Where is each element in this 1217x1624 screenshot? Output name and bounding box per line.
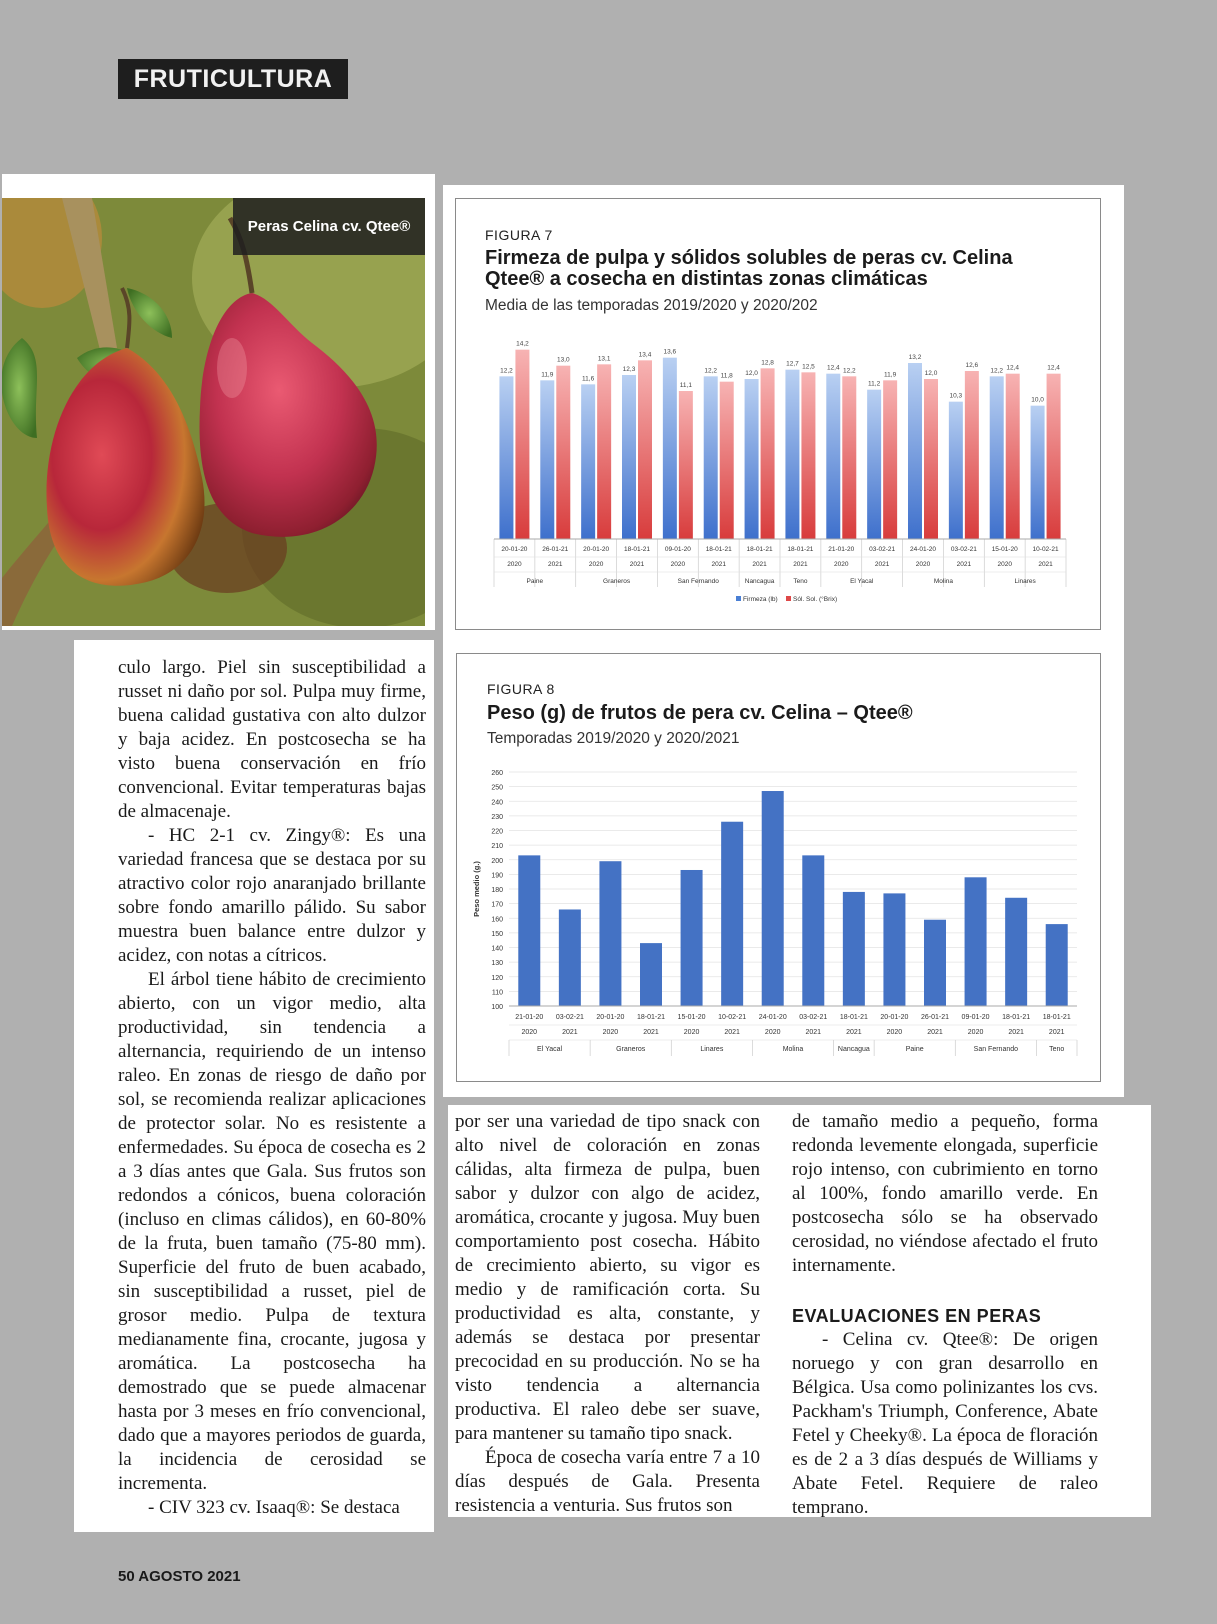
bar-peso bbox=[559, 909, 581, 1006]
x-tick-date: 21-01-20 bbox=[828, 546, 855, 553]
column-1 bbox=[118, 656, 426, 1520]
bar-solidos bbox=[883, 380, 897, 539]
x-tick-date: 20-01-20 bbox=[501, 546, 528, 553]
x-tick-date: 26-01-21 bbox=[542, 546, 569, 553]
x-tick-date: 03-02-21 bbox=[799, 1014, 828, 1021]
bar-solidos bbox=[720, 382, 734, 539]
figure-8 bbox=[456, 653, 1101, 1082]
data-label: 12,2 bbox=[990, 367, 1004, 375]
x-tick-date: 18-01-21 bbox=[787, 546, 814, 553]
photo-caption: Peras Celina cv. Qtee® bbox=[233, 198, 425, 255]
x-tick-date: 26-01-21 bbox=[920, 1014, 950, 1021]
data-label: 12,3 bbox=[622, 366, 636, 373]
data-label: 12,2 bbox=[500, 367, 513, 375]
y-tick-label: 190 bbox=[491, 872, 503, 880]
data-label: 11,8 bbox=[720, 372, 733, 380]
y-tick-label: 180 bbox=[491, 887, 503, 894]
data-label: 11,9 bbox=[884, 371, 897, 379]
bar-firmeza bbox=[867, 390, 881, 539]
data-label: 12,7 bbox=[786, 360, 799, 368]
y-tick-label: 260 bbox=[491, 770, 503, 777]
bar-solidos bbox=[924, 379, 938, 539]
x-tick-date: 20-01-20 bbox=[596, 1014, 625, 1021]
data-label: 12,4 bbox=[1047, 364, 1060, 372]
x-tick-year: 2020 bbox=[997, 561, 1012, 568]
bar-solidos bbox=[597, 364, 611, 539]
bar-peso bbox=[883, 893, 905, 1006]
bar-firmeza bbox=[581, 384, 595, 539]
bar-peso bbox=[843, 892, 865, 1006]
bar-firmeza bbox=[499, 376, 513, 539]
section-tag: FRUTICULTURA bbox=[118, 59, 348, 99]
y-tick-label: 250 bbox=[491, 784, 503, 792]
y-tick-label: 210 bbox=[491, 843, 503, 851]
legend-swatch-solidos bbox=[786, 596, 791, 601]
x-tick-year: 2021 bbox=[629, 561, 645, 568]
bar-solidos bbox=[761, 368, 775, 539]
x-tick-year: 2021 bbox=[927, 1029, 943, 1036]
bar-firmeza bbox=[949, 402, 963, 539]
bar-solidos bbox=[801, 372, 815, 539]
data-label: 12,2 bbox=[704, 367, 718, 375]
x-tick-date: 15-01-20 bbox=[991, 546, 1018, 553]
y-tick-label: 120 bbox=[491, 974, 503, 982]
x-tick-year: 2020 bbox=[886, 1029, 903, 1036]
data-label: 12,5 bbox=[802, 363, 815, 371]
data-label: 12,4 bbox=[1006, 364, 1020, 372]
bar-solidos bbox=[1047, 374, 1061, 539]
col1-paragraph: - HC 2-1 cv. Zingy®: Es una variedad francesa que se destaca por su atractivo color rojo anaranjado brillante sobre fondo amarillo pálido. Su sabor muestra buen balance entre dulzor y acidez, con notas a cítricos. bbox=[118, 825, 426, 966]
x-tick-date: 20-01-20 bbox=[880, 1014, 909, 1021]
bar-peso bbox=[1005, 898, 1027, 1006]
x-tick-date: 18-01-21 bbox=[636, 1014, 666, 1021]
x-tick-year: 2020 bbox=[670, 561, 686, 568]
y-tick-label: 220 bbox=[491, 828, 503, 836]
x-tick-date: 24-01-20 bbox=[909, 546, 937, 553]
figure-7-title-line1: Firmeza de pulpa y sólidos solubles de peras cv. Celina bbox=[485, 247, 1013, 269]
legend-label-solidos: Sól. Sol. (°Brix) bbox=[793, 596, 838, 603]
bar-solidos bbox=[638, 360, 652, 539]
y-tick-label: 140 bbox=[491, 945, 503, 953]
pear-illustration bbox=[2, 198, 425, 626]
x-tick-year: 2021 bbox=[548, 561, 563, 568]
bar-peso bbox=[924, 920, 946, 1006]
x-tick-year: 2021 bbox=[1008, 1029, 1024, 1036]
figure-8-subtitle: Temporadas 2019/2020 y 2020/2021 bbox=[487, 730, 740, 747]
data-label: 13,6 bbox=[663, 348, 677, 356]
x-tick-date: 18-01-21 bbox=[746, 546, 773, 553]
pear-photo bbox=[2, 198, 425, 626]
x-zone-label: Paine bbox=[526, 578, 544, 585]
x-tick-year: 2021 bbox=[711, 561, 726, 568]
x-zone-label: Molina bbox=[933, 578, 954, 585]
x-tick-year: 2021 bbox=[874, 561, 890, 568]
x-tick-year: 2020 bbox=[588, 561, 604, 568]
x-zone-label: Nancagua bbox=[837, 1046, 870, 1053]
x-tick-year: 2020 bbox=[915, 561, 931, 568]
figure-7-label: FIGURA 7 bbox=[485, 227, 553, 243]
data-label: 12,6 bbox=[965, 362, 979, 369]
bar-firmeza bbox=[908, 363, 922, 539]
bar-peso bbox=[762, 791, 784, 1006]
bar-peso bbox=[640, 943, 662, 1006]
legend-swatch-firmeza bbox=[736, 596, 741, 601]
data-label: 12,2 bbox=[842, 367, 856, 375]
data-label: 11,2 bbox=[868, 380, 881, 388]
data-label: 11,1 bbox=[679, 382, 692, 389]
x-tick-year: 2021 bbox=[562, 1029, 578, 1036]
bar-firmeza bbox=[622, 375, 636, 539]
bar-firmeza bbox=[540, 380, 554, 539]
section-heading: EVALUACIONES EN PERAS bbox=[792, 1306, 1042, 1326]
x-tick-date: 21-01-20 bbox=[515, 1014, 544, 1021]
y-tick-label: 240 bbox=[491, 799, 503, 807]
data-label: 10,0 bbox=[1031, 396, 1044, 404]
x-tick-year: 2020 bbox=[967, 1029, 984, 1036]
figure-7-subtitle: Media de las temporadas 2019/2020 y 2020/202 bbox=[485, 297, 818, 314]
y-tick-label: 110 bbox=[491, 989, 503, 997]
x-zone-label: Graneros bbox=[616, 1046, 646, 1053]
y-axis-label: Peso medio (g.) bbox=[472, 861, 481, 917]
x-zone-label: Teno bbox=[793, 578, 808, 585]
page-footer: 50 AGOSTO 2021 bbox=[118, 1568, 241, 1585]
x-tick-date: 24-01-20 bbox=[758, 1014, 787, 1021]
x-zone-label: Linares bbox=[700, 1046, 724, 1053]
x-tick-date: 18-01-21 bbox=[1002, 1014, 1031, 1021]
y-tick-label: 100 bbox=[491, 1004, 503, 1011]
x-tick-year: 2020 bbox=[764, 1029, 781, 1036]
data-label: 13,0 bbox=[556, 356, 570, 364]
x-tick-date: 09-01-20 bbox=[961, 1014, 990, 1021]
bar-peso bbox=[599, 861, 621, 1006]
col1-paragraph: - CIV 323 cv. Isaaq®: Se destaca bbox=[148, 1497, 400, 1518]
data-label: 11,9 bbox=[541, 371, 554, 379]
data-label: 13,2 bbox=[908, 354, 922, 361]
bar-solidos bbox=[842, 376, 856, 539]
bar-firmeza bbox=[704, 376, 718, 539]
bar-firmeza bbox=[745, 379, 759, 539]
x-tick-date: 18-01-21 bbox=[839, 1014, 868, 1021]
data-label: 10,3 bbox=[949, 392, 963, 400]
bar-firmeza bbox=[1031, 406, 1045, 539]
x-zone-label: El Yacal bbox=[537, 1046, 563, 1053]
x-zone-label: Paine bbox=[905, 1046, 924, 1053]
bar-firmeza bbox=[990, 376, 1004, 539]
column-3 bbox=[792, 1110, 1098, 1520]
data-label: 12,0 bbox=[924, 370, 938, 377]
x-tick-date: 09-01-20 bbox=[664, 546, 691, 553]
x-tick-date: 03-02-21 bbox=[869, 546, 896, 553]
data-label: 11,6 bbox=[582, 375, 595, 383]
x-tick-year: 2020 bbox=[834, 561, 849, 568]
bar-solidos bbox=[965, 371, 979, 539]
data-label: 13,1 bbox=[597, 355, 611, 363]
x-tick-year: 2020 bbox=[507, 561, 522, 568]
data-label: 12,0 bbox=[745, 370, 758, 377]
y-tick-label: 150 bbox=[491, 930, 503, 938]
col1-paragraph: El árbol tiene hábito de crecimiento abierto, con un vigor medio, alta productividad, sin tendencia a alternancia, requiriendo de un intenso raleo. En zonas de riesgo de daño por sol, se recomienda realizar aplicaciones de protector solar. No es resistente a enfermedades. Su época de cosecha es 2 a 3 días antes que Gala. Sus frutos son redondos a cónicos, buena coloración (incluso en climas cálidos), en 60-80% de la fruta, buen tamaño (75-80 mm). Superficie del fruto de buen acabado, sin susceptibilidad a russet, piel de grosor medio. Pulpa de textura medianamente fina, crocante, jugosa y aromática. La postcosecha ha demostrado que se puede almacenar hasta por 3 meses en frío convencional, dado que a mayores periodos de guarda, la incidencia de cerosidad se incrementa. bbox=[118, 969, 426, 1494]
x-tick-date: 10-02-21 bbox=[1032, 546, 1059, 553]
x-tick-date: 03-02-21 bbox=[950, 546, 977, 553]
bar-peso bbox=[965, 877, 987, 1006]
col1-paragraph: culo largo. Piel sin susceptibilidad a russet ni daño por sol. Pulpa muy firme, buena calidad gustativa con alto dulzor y baja acidez. En postcosecha se ha visto buena conservación en frío convencional. Evitar temperaturas bajas de almacenaje. bbox=[118, 657, 426, 822]
bar-solidos bbox=[1006, 374, 1020, 539]
x-tick-date: 15-01-20 bbox=[677, 1014, 706, 1021]
col3-paragraph: de tamaño medio a pequeño, forma redonda levemente elongada, superficie rojo intenso, con cubrimiento en torno al 100%, fondo amarillo verde. En postcosecha sólo se ha observado cerosidad, no viéndose afectado el fruto internamente. bbox=[792, 1111, 1098, 1276]
bar-peso bbox=[802, 855, 824, 1006]
data-label: 14,2 bbox=[516, 340, 529, 348]
x-tick-year: 2021 bbox=[956, 561, 972, 568]
y-tick-label: 200 bbox=[491, 857, 503, 865]
col3-paragraph: - Celina cv. Qtee®: De origen noruego y con gran desarrollo en Bélgica. Usa como polinizantes los cvs. Packham's Triumph, Conference, Abate Fetel y Cheeky®. La época de floración es de 2 a 3 días después de Williams y Abate Fetel. Requiere de raleo temprano. bbox=[792, 1329, 1098, 1518]
figure-8-label: FIGURA 8 bbox=[487, 681, 555, 697]
x-tick-year: 2021 bbox=[724, 1029, 740, 1036]
x-tick-year: 2021 bbox=[846, 1029, 862, 1036]
x-tick-date: 10-02-21 bbox=[718, 1014, 747, 1021]
bar-firmeza bbox=[826, 374, 840, 539]
bar-peso bbox=[681, 870, 703, 1006]
data-label: 13,4 bbox=[638, 351, 652, 359]
column-2 bbox=[455, 1110, 760, 1518]
x-tick-year: 2021 bbox=[1038, 561, 1053, 568]
bar-peso bbox=[1046, 924, 1068, 1006]
bar-solidos bbox=[679, 391, 693, 539]
y-tick-label: 130 bbox=[491, 960, 503, 968]
figure-8-title: Peso (g) de frutos de pera cv. Celina – Qtee® bbox=[487, 702, 913, 724]
x-tick-date: 18-01-21 bbox=[1042, 1014, 1071, 1021]
bar-peso bbox=[721, 822, 743, 1006]
x-tick-date: 20-01-20 bbox=[583, 546, 610, 553]
col2-paragraph: Época de cosecha varía entre 7 a 10 días después de Gala. Presenta resistencia a venturia. Sus frutos son bbox=[455, 1447, 760, 1516]
x-tick-year: 2020 bbox=[521, 1029, 538, 1036]
figure-7 bbox=[455, 198, 1101, 630]
x-zone-label: San Fernando bbox=[677, 578, 719, 585]
y-tick-label: 230 bbox=[491, 813, 503, 821]
y-tick-label: 170 bbox=[491, 901, 503, 909]
x-zone-label: El Yacal bbox=[850, 578, 874, 585]
y-tick-label: 160 bbox=[491, 916, 503, 924]
data-label: 12,8 bbox=[761, 359, 774, 367]
data-label: 12,4 bbox=[826, 364, 840, 372]
bar-peso bbox=[518, 855, 540, 1006]
x-zone-label: Nancagua bbox=[744, 578, 775, 585]
bar-firmeza bbox=[785, 370, 799, 539]
x-tick-year: 2021 bbox=[752, 561, 767, 568]
figure-7-title-line2: Qtee® a cosecha en distintas zonas climáticas bbox=[485, 268, 928, 290]
x-tick-year: 2020 bbox=[683, 1029, 700, 1036]
bar-solidos bbox=[556, 366, 570, 539]
x-zone-label: San Fernando bbox=[973, 1046, 1019, 1053]
x-zone-label: Molina bbox=[782, 1046, 804, 1053]
figure-7-chart bbox=[478, 329, 1078, 619]
x-zone-label: Linares bbox=[1014, 578, 1036, 585]
x-tick-date: 18-01-21 bbox=[705, 546, 732, 553]
figure-8-chart bbox=[467, 764, 1087, 1074]
x-tick-year: 2020 bbox=[602, 1029, 619, 1036]
col2-paragraph: por ser una variedad de tipo snack con alto nivel de coloración en zonas cálidas, alta firmeza de pulpa, buen sabor y dulzor con algo de acidez, aromática, crocante y jugosa. Muy buen comportamiento post cosecha. Hábito de crecimiento abierto, su vigor es medio y de ramificación corta. Su productividad es alta, constante, y además se destaca por presentar precocidad en su producción. No se ha visto tendencia a alternancia productiva. El raleo debe ser suave, para mantener su tamaño tipo snack. bbox=[455, 1111, 760, 1444]
x-zone-label: Teno bbox=[1049, 1046, 1065, 1053]
x-tick-year: 2021 bbox=[793, 561, 808, 568]
x-tick-year: 2021 bbox=[643, 1029, 659, 1036]
bar-solidos bbox=[515, 350, 529, 539]
x-tick-date: 03-02-21 bbox=[555, 1014, 584, 1021]
legend-label-firmeza: Firmeza (lb) bbox=[743, 596, 778, 603]
x-tick-year: 2021 bbox=[805, 1029, 822, 1036]
x-tick-year: 2021 bbox=[1048, 1029, 1065, 1036]
bar-firmeza bbox=[663, 358, 677, 539]
x-zone-label: Graneros bbox=[603, 578, 631, 585]
x-tick-date: 18-01-21 bbox=[623, 546, 651, 553]
